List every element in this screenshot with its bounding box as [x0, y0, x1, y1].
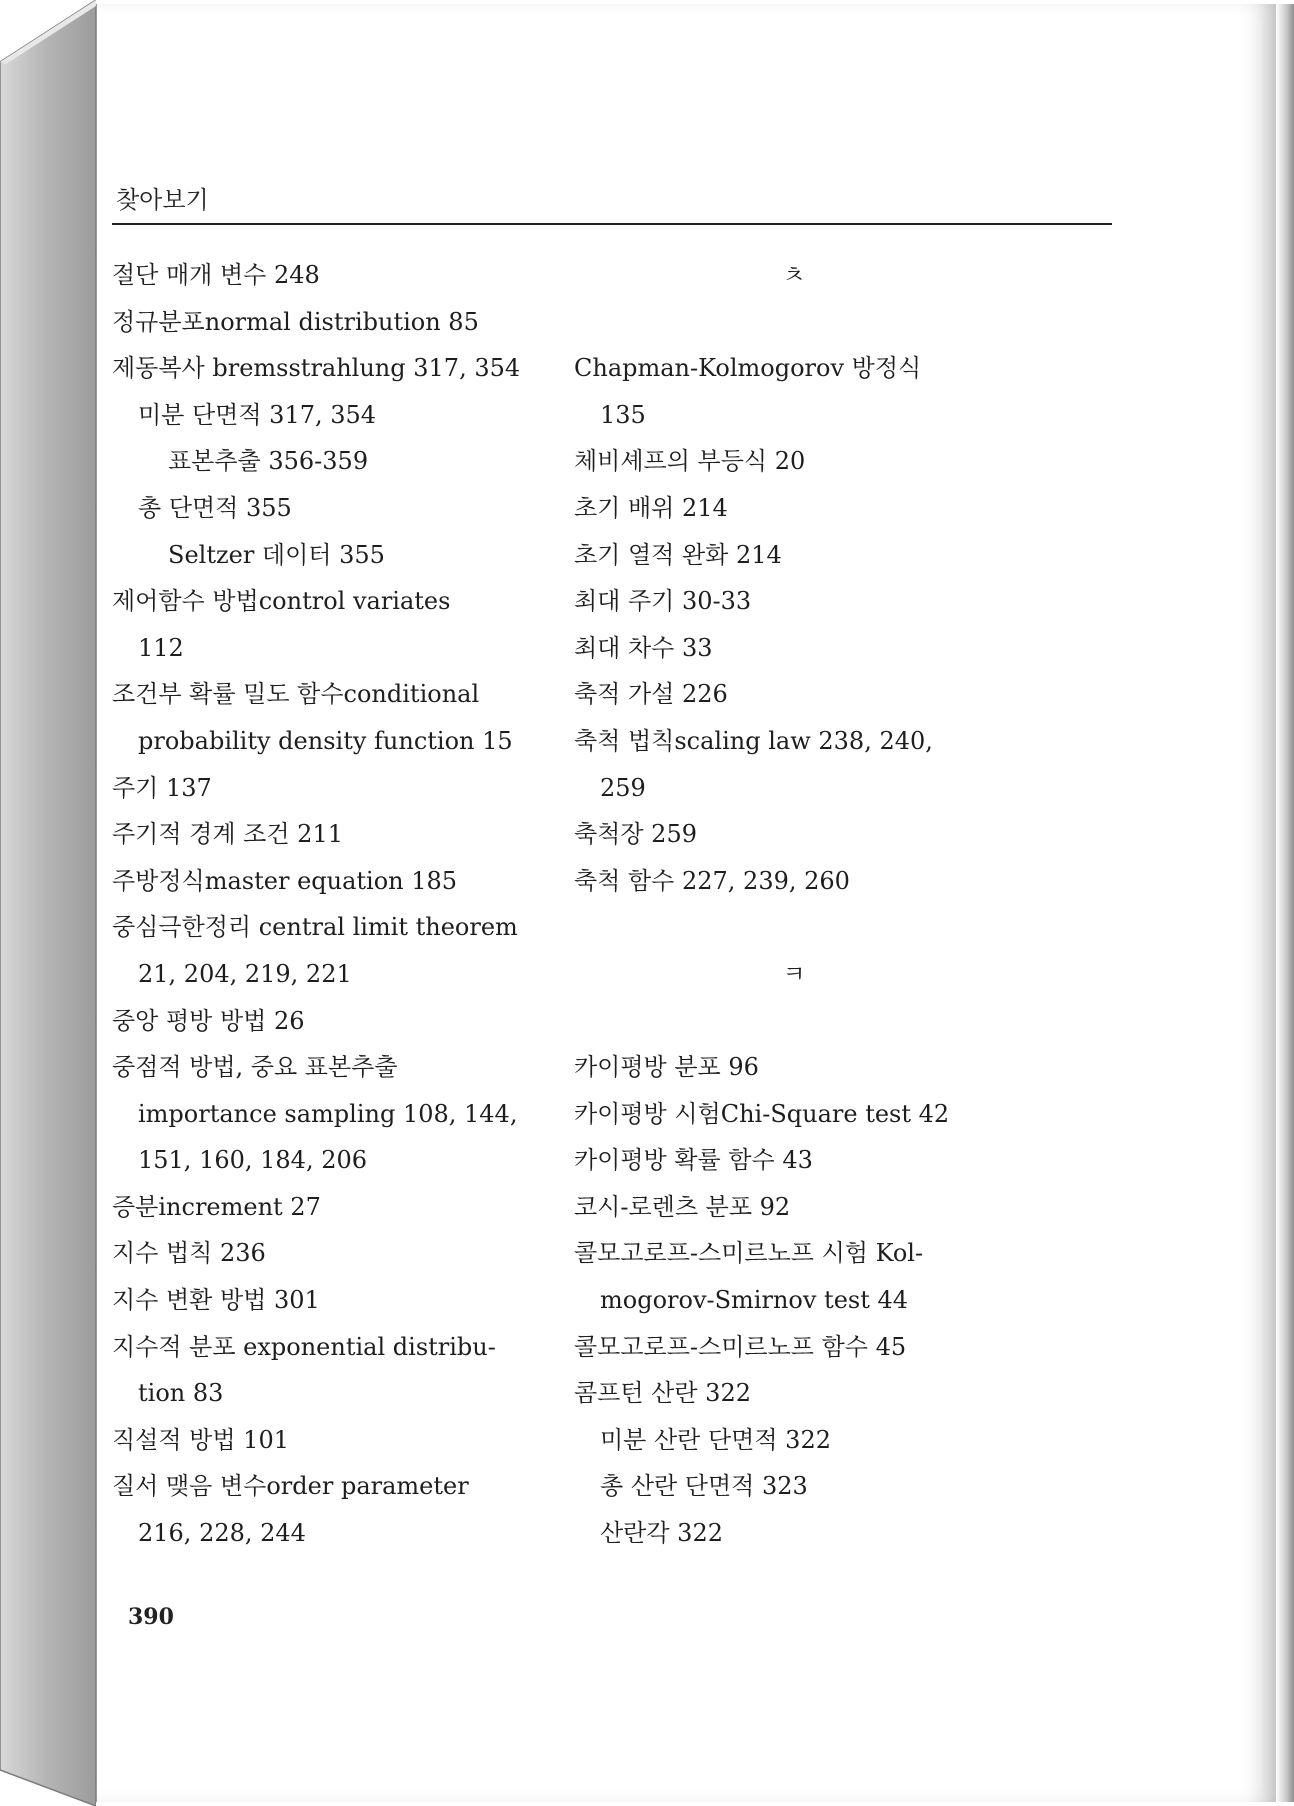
index-entry: 중점적 방법, 중요 표본추출	[112, 1053, 398, 1082]
index-entry: 총 단면적 355	[138, 493, 292, 522]
index-entry: 정규분포normal distribution 85	[112, 307, 479, 336]
index-entry: 콜모고로프-스미르노프 시험 Kol-	[574, 1239, 924, 1268]
page-number: 390	[128, 1604, 174, 1630]
index-entry: 지수 법칙 236	[112, 1239, 266, 1268]
index-entry: 초기 열적 완화 214	[574, 540, 782, 569]
index-entry: 축척장 259	[574, 820, 697, 849]
section-gap	[574, 904, 1134, 951]
index-entry: tion 83	[138, 1379, 224, 1408]
index-entry: Seltzer 데이터 355	[168, 540, 385, 569]
index-entry: 최대 주기 30-33	[574, 587, 752, 616]
index-entry: 총 산란 단면적 323	[600, 1472, 808, 1501]
index-entry: 카이평방 분포 96	[574, 1053, 759, 1082]
index-entry: probability density function 15	[138, 726, 513, 755]
index-entry: 미분 단면적 317, 354	[138, 400, 377, 429]
index-entry: 축척 함수 227, 239, 260	[574, 866, 850, 895]
page-edge	[1276, 4, 1294, 1802]
index-entry: 제어함수 방법control variates	[112, 587, 451, 616]
book-spine	[0, 0, 96, 1806]
index-entry: 21, 204, 219, 221	[138, 959, 352, 988]
index-entry: 표본추출 356-359	[168, 447, 369, 476]
index-entry: 카이평방 시험Chi-Square test 42	[574, 1099, 950, 1128]
index-entry: 미분 산란 단면적 322	[600, 1425, 831, 1454]
index-entry: mogorov-Smirnov test 44	[600, 1286, 909, 1315]
index-entry: 산란각 322	[600, 1519, 723, 1548]
index-entry: 최대 차수 33	[574, 633, 713, 662]
index-entry: 체비셰프의 부등식 20	[574, 447, 806, 476]
index-entry: 축적 가설 226	[574, 680, 728, 709]
index-entry: 초기 배위 214	[574, 493, 728, 522]
header-rule	[112, 223, 1112, 225]
section-heading: ㅋ	[782, 959, 806, 988]
index-entry: 직설적 방법 101	[112, 1425, 289, 1454]
index-entry: 216, 228, 244	[138, 1519, 306, 1548]
section-gap	[574, 998, 1134, 1045]
index-entry: 주기적 경계 조건 211	[112, 820, 343, 849]
index-entry: 축척 법칙scaling law 238, 240,	[574, 726, 933, 755]
index-entry: Chapman-Kolmogorov 방정식	[574, 354, 922, 383]
index-entry: 135	[600, 400, 646, 429]
index-entry: 151, 160, 184, 206	[138, 1146, 368, 1175]
index-entry: 주방정식master equation 185	[112, 866, 458, 895]
section-gap	[574, 299, 1134, 346]
index-entry: 조건부 확률 밀도 함수conditional	[112, 680, 480, 709]
index-entry: 중앙 평방 방법 26	[112, 1006, 305, 1035]
index-entry: 지수 변환 방법 301	[112, 1286, 320, 1315]
index-entry: 259	[600, 773, 646, 802]
index-entry: 콜모고로프-스미르노프 함수 45	[574, 1332, 907, 1361]
index-entry: 지수적 분포 exponential distribu-	[112, 1332, 496, 1361]
index-entry: 카이평방 확률 함수 43	[574, 1146, 813, 1175]
running-head: 찾아보기	[116, 186, 209, 214]
index-entry: 제동복사 bremsstrahlung 317, 354	[112, 354, 521, 383]
index-entry: 중심극한정리 central limit theorem	[112, 913, 518, 942]
index-column-left	[112, 252, 652, 1557]
index-entry: 증분increment 27	[112, 1192, 321, 1221]
index-entry: 절단 매개 변수 248	[112, 261, 320, 289]
index-entry: 112	[138, 633, 184, 662]
index-entry: 코시-로렌츠 분포 92	[574, 1192, 791, 1221]
section-heading: ㅊ	[782, 261, 806, 289]
index-entry: 주기 137	[112, 773, 212, 802]
index-column-right	[574, 252, 1134, 1557]
index-entry: importance sampling 108, 144,	[138, 1099, 518, 1128]
index-entry: 콤프턴 산란 322	[574, 1379, 751, 1408]
index-entry: 질서 맺음 변수order parameter	[112, 1472, 469, 1501]
